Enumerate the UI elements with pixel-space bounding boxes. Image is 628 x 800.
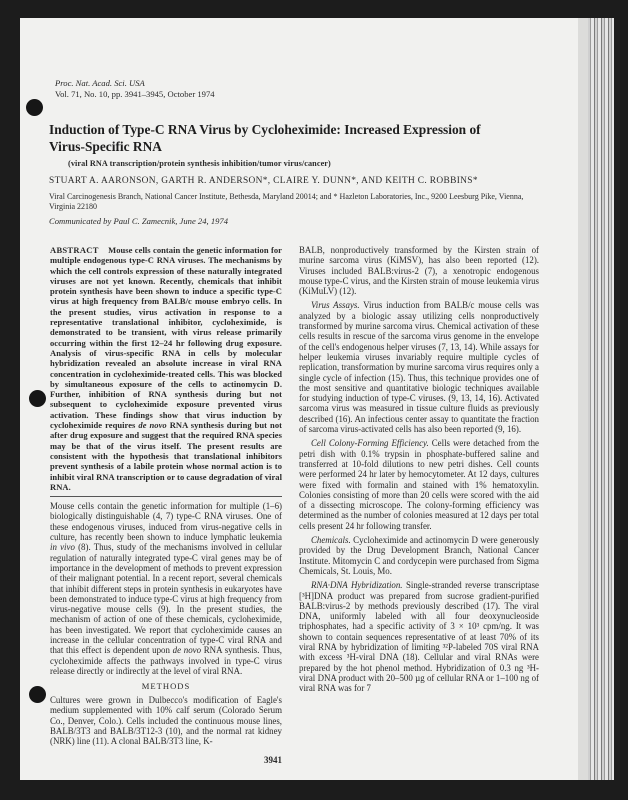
intro-italic: de novo: [172, 645, 202, 656]
methods-heading: METHODS: [141, 681, 191, 692]
section-heading: Chemicals.: [311, 535, 351, 546]
section-text: Single-stranded reverse transcriptase [³H]DNA product was prepared from sucrose gradient-purified BALB:virus-2 by methods previously described (17). The viral DNA, uniformly labeled with all four deoxynucleoside triphosphates, had a specific activity of 3 × 10³ cpm/ng. It was shown to contain sequences representative of at least 70% of its viral RNA by hybridization of limiting ³²P-labeled 70S viral RNA with excess ³H-viral DNA (18). Cellular and viral RNAs were prepared by the hot phenol method. Hybridization of 0.3 ng ³H-viral DNA product with 20–500 µg of cellular RNA or 1–100 ng of viral RNA was for 7: [299, 580, 539, 694]
scanned-page-stack-edge: [588, 18, 614, 780]
section-heading: RNA·DNA Hybridization.: [311, 580, 403, 591]
methods-cultures: Cultures were grown in Dulbecco's modification of Eagle's medium supplemented with 10% calf serum (Colorado Serum Co., Denver, Colo.). Cells included the continuous mouse lines, BALB/3T3 and BALB/3T12-3 (10), and the normal rat kidney (NRK) line (11). A clonal BALB/3T3 line, K-: [50, 695, 282, 747]
abstract-divider: [50, 496, 282, 497]
punch-hole: [26, 99, 43, 116]
paper-title: Induction of Type-C RNA Virus by Cycloheximide: Increased Expression of Virus-Specific RNA: [49, 122, 481, 154]
intro-text: (8). Thus, study of the mechanisms involved in cellular regulation of naturally integrated type-C viral genes may be of importance in the development of methods to prevent expression of their malignant potential. In a recent report, several chemicals that inhibit different steps in protein synthesis in eukaryotes have been demonstrated to induce type-C virus at high frequency from virus-negative mouse cells (9). In the present studies, the mechanism of action of one of these chemicals, cycloheximide, has been investigated. We report that cycloheximide causes an increase in the cellular concentration of type-C viral RNA and that this effect is dependent upon: [50, 542, 282, 656]
communicated-by: Communicated by Paul C. Zamecnik, June 24, 1974: [49, 216, 229, 226]
abstract-text-2: RNA synthesis during but not after drug exposure and suggest that the required RNA species may be that of the virus itself. The present results are consistent with the hypothesis that translational inhibitors prevent synthesis of a labile protein whose normal action is to inhibit viral RNA transcription or to cause degradation of viral RNA.: [50, 420, 282, 492]
abstract-italic: de novo: [138, 420, 167, 431]
section-heading: Cell Colony-Forming Efficiency.: [311, 438, 429, 449]
introduction: [50, 501, 282, 676]
abstract-label: ABSTRACT: [50, 245, 99, 255]
methods-cultures-continued: BALB, nonproductively transformed by the Kirsten strain of murine sarcoma virus (KiMSV), has also been reported (12). Viruses included BALB:virus-2 (7), a xenotropic endogenous mouse type-C virus, and the Kirsten strain of mouse leukemia virus (KiMuLV) (12).: [299, 245, 539, 297]
methods-section: [299, 535, 539, 576]
page-edge: [578, 18, 588, 780]
page-number: 3941: [264, 754, 282, 765]
section-text: Cells were detached from the petri dish with 0.1% trypsin in phosphate-buffered saline and transferred at 10-fold dilutions to new petri dishes. Cell counts were performed 24 hr later by hemocytometer. At 12 days, cultures were fixed with formalin and stained with 1% hematoxylin. Colonies consisting of more than 20 cells were scored with the aid of a dissecting microscope. The colony-forming efficiency was determined as the number of colonies measured at 12 days per total cells present 24 hr following transfer.: [299, 438, 539, 531]
methods-section: [299, 438, 539, 531]
authors: STUART A. AARONSON, GARTH R. ANDERSON*, CLAIRE Y. DUNN*, AND KEITH C. ROBBINS*: [49, 176, 478, 186]
section-text: Cycloheximide and actinomycin D were generously provided by the Drug Development Branch, National Cancer Institute. Mitomycin C and cordycepin were purchased from Sigma Chemicals, St. Louis, Mo.: [299, 535, 539, 576]
intro-text: RNA synthesis. Thus, cycloheximide affects the pathways involved in type-C virus release directly or indirectly at the level of viral RNA.: [50, 645, 283, 676]
intro-italic: in vivo: [50, 542, 75, 553]
keywords: (viral RNA transcription/protein synthesis inhibition/tumor virus/cancer): [68, 159, 331, 168]
methods-section: [299, 580, 539, 693]
section-heading: Virus Assays.: [311, 300, 360, 311]
journal-name: Proc. Nat. Acad. Sci. USA: [55, 78, 145, 88]
section-text: Virus induction from BALB/c mouse cells was analyzed by a biologic assay utilizing cells nonproductively transformed by murine sarcoma virus. Chemical activation of these cells results in rescue of the sarcoma virus genome in the envelope of the cell's endogenous helper viruses (7, 13, 14). While assays for helper leukemia viruses invariably require multiple cycles of replication, transformation by murine sarcoma virus requires only a single cycle of infection (15). Thus, this technique provides one of the most sensitive and quantitative biologic techniques available for studying induction of type-C viruses. (9, 13, 14, 16). Activated sarcoma virus was measured in tissue culture fluids as previously described (16). An infectious center assay to quantitate the fraction of sarcoma virus-activated cells has also been reported (9, 16).: [299, 300, 540, 435]
journal-header: [55, 78, 559, 99]
journal-volume: Vol. 71, No. 10, pp. 3941–3945, October 1974: [55, 88, 215, 99]
methods-section: [299, 300, 539, 434]
right-column: [299, 245, 539, 697]
punch-hole: [29, 390, 46, 407]
intro-text: Mouse cells contain the genetic information for multiple (1–6) biologically distinguishable (4, 7) type-C RNA viruses. One of these endogenous viruses, induced from virus-negative cells in culture, has recently been shown to induce lymphatic leukemia: [50, 501, 282, 543]
abstract-text: Mouse cells contain the genetic information for multiple endogenous type-C RNA viruses. The mechanisms by which the cell controls expression of these naturally integrated viruses are not yet known. Recently, chemicals that inhibit protein synthesis have been shown to induce a specific type-C virus at high frequency from BALB/c mouse embryo cells. In the present studies, virus activation in response to a representative translational inhibitor, cycloheximide, is demonstrated to be transient, with virus release primarily occurring within the first 12–24 hr following drug exposure. Analysis of virus-specific RNA in cells by molecular hybridization revealed an absolute increase in viral RNA concentration in cycloheximide-treated cells. This was blocked by simultaneous exposure of the cells to actinomycin D. Further, inhibition of RNA synthesis during but not subsequent to cycloheximide exposure prevented virus activation. These findings show that virus induction by cycloheximide requires: [50, 245, 282, 431]
punch-hole: [29, 686, 46, 703]
affiliation: Viral Carcinogenesis Branch, National Cancer Institute, Bethesda, Maryland 20014; and * Hazleton Laboratories, Inc., 9200 Leesburg Pike, Vienna, Virginia 22180: [49, 192, 524, 211]
abstract: [50, 245, 282, 492]
paper-header: [49, 78, 559, 227]
left-column: [50, 245, 282, 765]
